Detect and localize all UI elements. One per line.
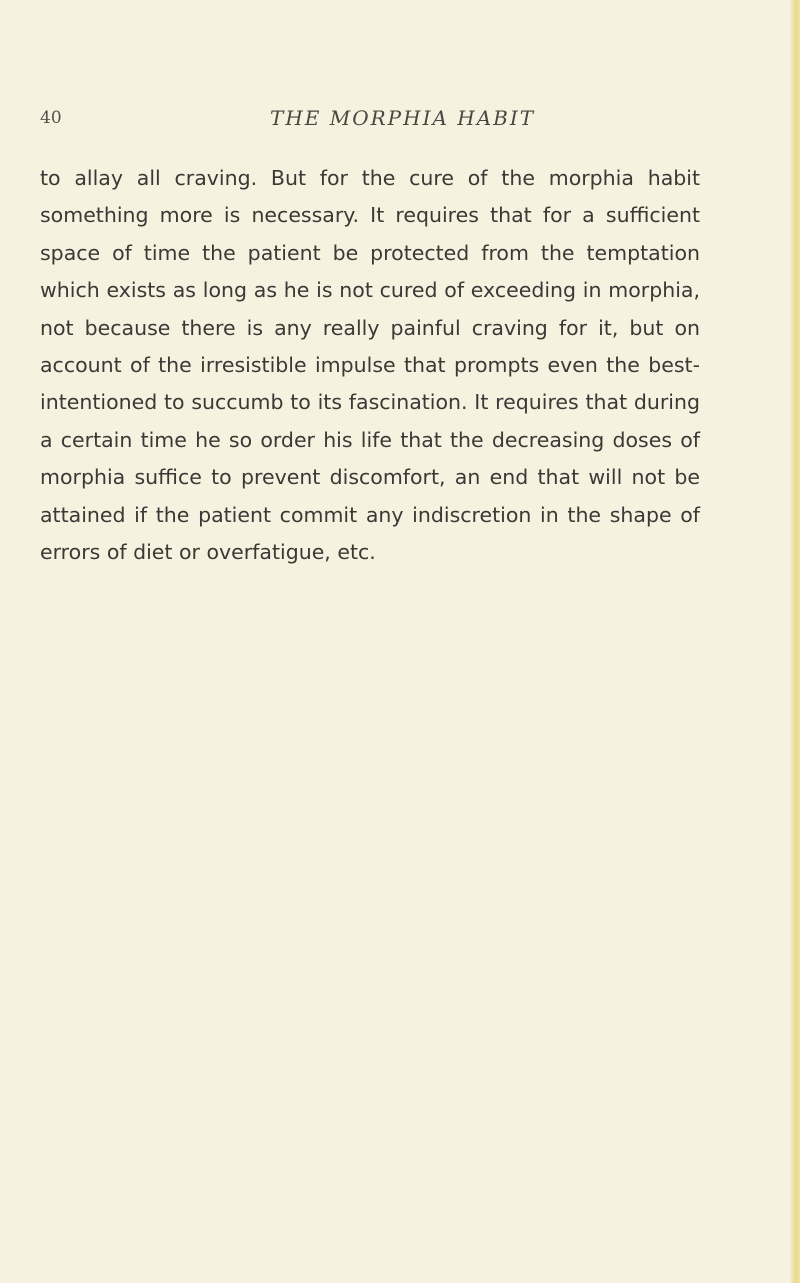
page-number: 40: [40, 108, 62, 128]
running-head: THE MORPHIA HABIT: [270, 106, 536, 130]
page-header: [0, 104, 800, 140]
body-paragraph: to allay all craving. But for the cure of the morphia habit something more is necessary. It requires that for a sufficient space of time the patient be protected from the temptation which exists as long as he is not cured of exceeding in morphia, not because there is any really painful craving for it, but on account of the irresistible impulse that prompts even the best-intentioned to succumb to its fascination. It requires that during a certain time he so order his life that the decreasing doses of morphia suffice to prevent discomfort, an end that will not be attained if the patient commit any indiscretion in the shape of errors of diet or overfatigue, etc.: [40, 166, 700, 565]
page-edge: [790, 0, 800, 1283]
